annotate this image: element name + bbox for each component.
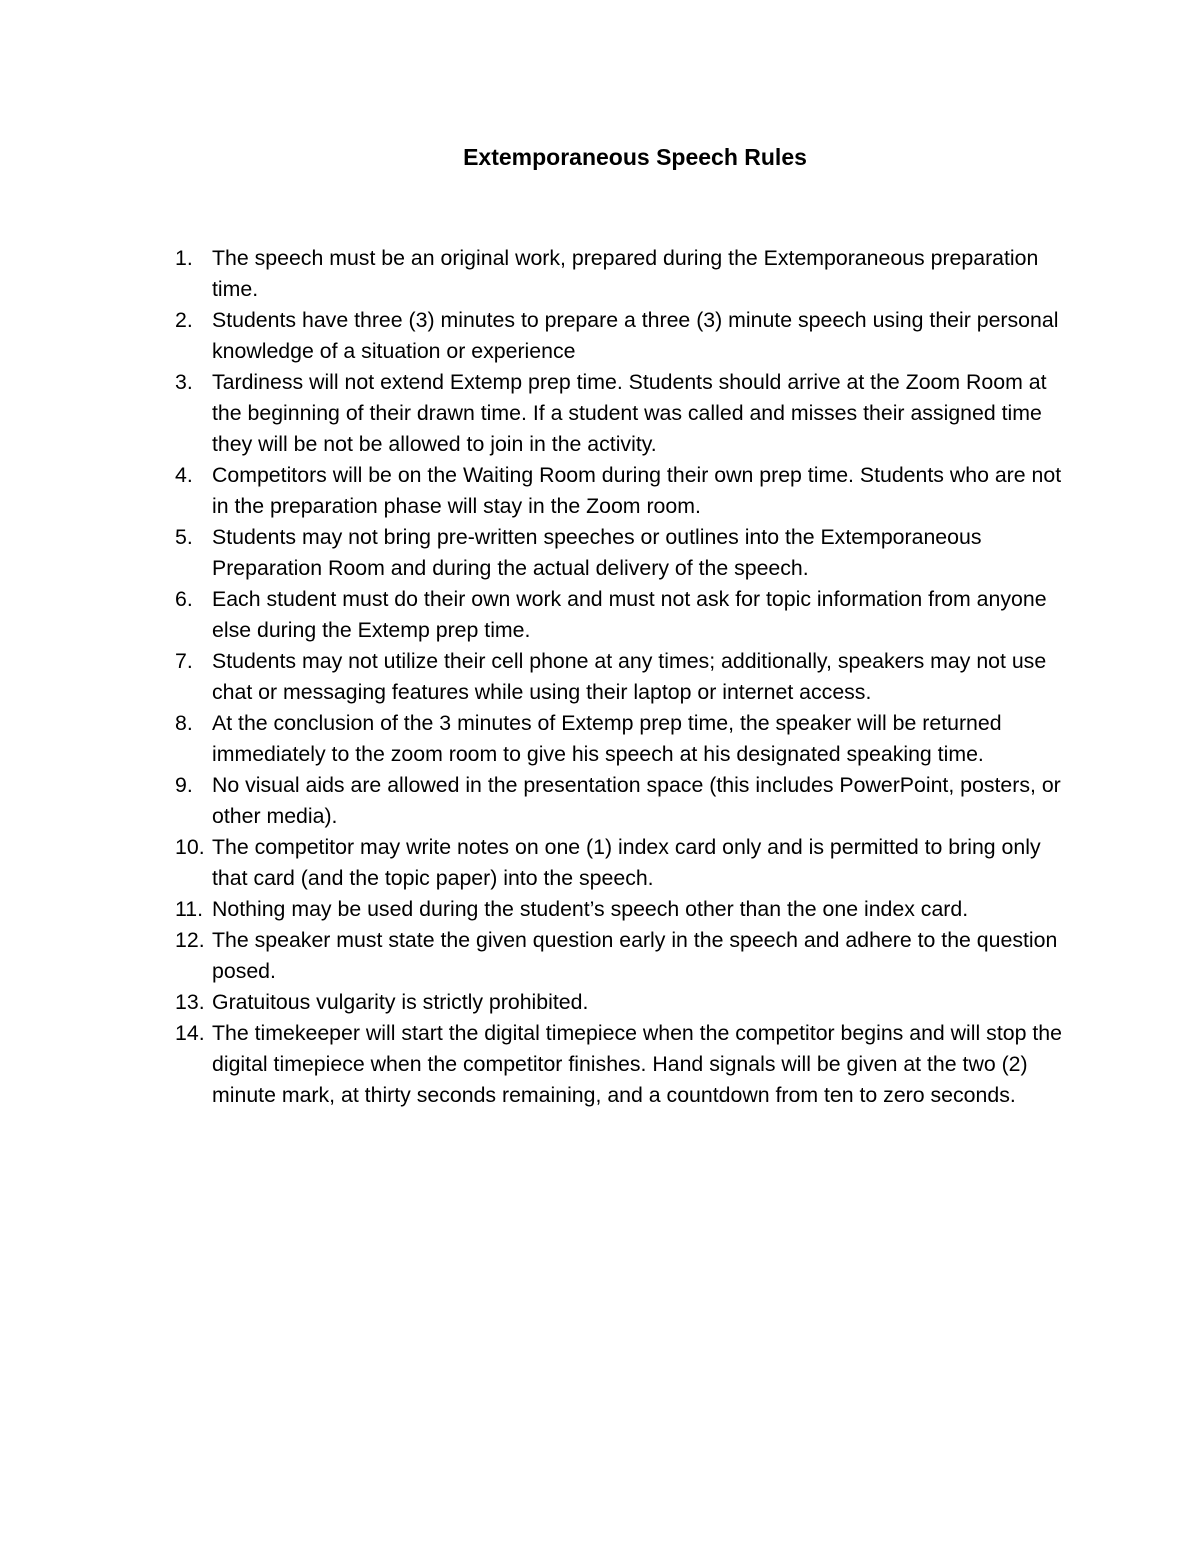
rule-item: [170, 987, 1070, 1018]
rule-item: [170, 646, 1070, 708]
rule-number: 6.: [175, 587, 193, 611]
rule-number: 9.: [175, 773, 193, 797]
rule-text: The speaker must state the given question early in the speech and adhere to the question posed.: [212, 928, 1058, 983]
rule-text: Students have three (3) minutes to prepare a three (3) minute speech using their personal knowledge of a situation or experience: [212, 308, 1059, 363]
rule-item: [170, 584, 1070, 646]
rule-number: 11.: [175, 897, 204, 921]
rule-item: [170, 460, 1070, 522]
rule-text: Students may not bring pre-written speeches or outlines into the Extemporaneous Preparation Room and during the actual delivery of the speech.: [212, 525, 982, 580]
rule-item: [170, 894, 1070, 925]
rule-text: The timekeeper will start the digital timepiece when the competitor begins and will stop the digital timepiece when the competitor finishes. Hand signals will be given at the two (2) minute mark, at thirty seconds remaining, and a countdown from ten to zero seconds.: [212, 1021, 1062, 1107]
rule-text: Students may not utilize their cell phone at any times; additionally, speakers may not use chat or messaging features while using their laptop or internet access.: [212, 649, 1047, 704]
rule-number: 8.: [175, 711, 193, 735]
rule-item: [170, 1018, 1070, 1111]
rule-text: Gratuitous vulgarity is strictly prohibited.: [212, 990, 589, 1014]
document-title: Extemporaneous Speech Rules: [463, 144, 807, 170]
rule-number: 12.: [175, 928, 205, 952]
rule-text: At the conclusion of the 3 minutes of Extemp prep time, the speaker will be returned immediately to the zoom room to give his speech at his designated speaking time.: [212, 711, 1002, 766]
rule-number: 14.: [175, 1021, 205, 1045]
rule-item: [170, 367, 1070, 460]
rule-text: Each student must do their own work and must not ask for topic information from anyone else during the Extemp prep time.: [212, 587, 1047, 642]
rules-list: [170, 243, 1070, 1111]
rule-number: 5.: [175, 525, 193, 549]
rule-item: [170, 925, 1070, 987]
rule-item: [170, 522, 1070, 584]
rule-item: [170, 708, 1070, 770]
rule-text: No visual aids are allowed in the presentation space (this includes PowerPoint, posters, or other media).: [212, 773, 1061, 828]
rule-number: 2.: [175, 308, 193, 332]
rule-number: 1.: [175, 246, 193, 270]
rule-text: The competitor may write notes on one (1) index card only and is permitted to bring only that card (and the topic paper) into the speech.: [212, 835, 1041, 890]
rule-item: [170, 832, 1070, 894]
rule-text: Nothing may be used during the student’s speech other than the one index card.: [212, 897, 969, 921]
rule-text: Tardiness will not extend Extemp prep time. Students should arrive at the Zoom Room at the beginning of their drawn time. If a student was called and misses their assigned time they will be not be allowed to join in the activity.: [212, 370, 1047, 456]
rule-number: 4.: [175, 463, 193, 487]
rule-number: 7.: [175, 649, 193, 673]
rule-item: [170, 243, 1070, 305]
rule-text: The speech must be an original work, prepared during the Extemporaneous preparation time.: [212, 246, 1039, 301]
rule-number: 3.: [175, 370, 193, 394]
rule-item: [170, 305, 1070, 367]
rule-item: [170, 770, 1070, 832]
rule-number: 10.: [175, 835, 205, 859]
rule-number: 13.: [175, 990, 205, 1014]
rule-text: Competitors will be on the Waiting Room during their own prep time. Students who are not in the preparation phase will stay in the Zoom room.: [212, 463, 1062, 518]
